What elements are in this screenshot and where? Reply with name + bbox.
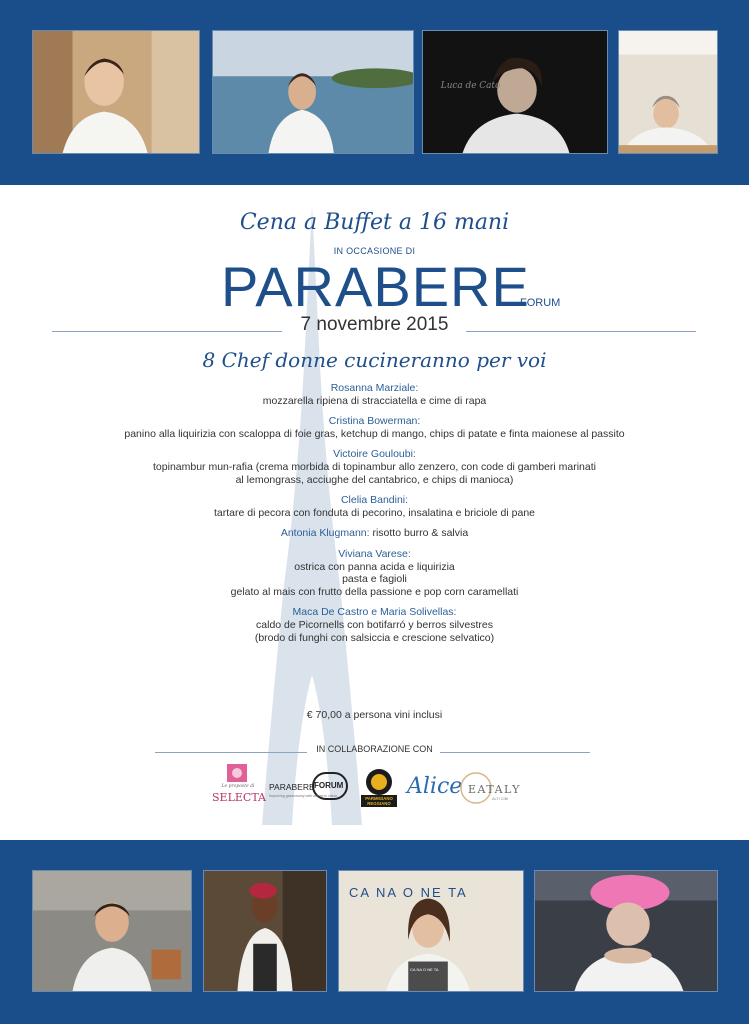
dish-line: risotto burro & salvia	[372, 527, 469, 540]
chef-name: Antonia Klugmann:	[280, 527, 370, 540]
parabere-title: PARABERE	[221, 255, 530, 318]
chef-photo-top-4	[618, 30, 718, 154]
apron-text: CA NA O NE TA	[410, 967, 439, 972]
dish-line: pasta e fagioli	[342, 573, 407, 586]
chef-name: Viviana Varese:	[338, 547, 411, 560]
chef-name: Clelia Bandini:	[340, 494, 409, 507]
selecta-text: SELECTA	[212, 791, 266, 804]
price-text: € 70,00 a persona vini inclusi	[306, 709, 443, 721]
alice-logo	[405, 772, 463, 806]
menu-item	[60, 494, 689, 519]
chef-photo-top-1	[32, 30, 200, 154]
forum-logo-text: FORUM	[314, 781, 344, 790]
eataly-logo	[458, 770, 530, 806]
dish-line: tartare di pecora con fonduta di pecorino, insalatina e briciole di pane	[213, 506, 536, 519]
sign-text: CA NA O NE TA	[349, 885, 468, 900]
chefs-title: 8 Chef donne cucineranno per voi	[202, 348, 547, 372]
parabere-logo-text: PARABERE	[269, 782, 315, 792]
chef-photo-top-3	[422, 30, 608, 154]
menu-item	[60, 527, 689, 540]
parmigiano-line2: REGGIANO	[367, 801, 391, 806]
alice-text: Alice	[407, 774, 463, 799]
dish-line: mozzarella ripiena di stracciatella e cime di rapa	[262, 394, 487, 407]
parmigiano-reggiano-logo	[360, 768, 398, 808]
menu-list	[60, 382, 689, 652]
forum-tagline: Improving gastronomy with women's vision	[269, 794, 338, 798]
parabere-forum-logo	[268, 770, 352, 804]
occasion-label: IN OCCASIONE DI	[333, 246, 416, 256]
forum-suffix: FORUM	[520, 297, 561, 309]
chef-photo-top-2	[212, 30, 414, 154]
menu-item	[60, 382, 689, 407]
svg-text:Luca de Cato: Luca de Cato	[440, 81, 501, 92]
dish-line: ostrica con panna acida e liquirizia	[294, 560, 455, 573]
chef-photo-bottom-1	[32, 870, 192, 992]
chef-photo-bottom-4	[534, 870, 718, 992]
eataly-subtext: ALTI CIBI	[492, 797, 509, 801]
chef-name: Victoire Gouloubi:	[333, 448, 416, 461]
chef-photo-bottom-3	[338, 870, 524, 992]
selecta-small-text: Le proposte di	[221, 784, 255, 789]
collaboration-label: IN COLLABORAZIONE CON	[316, 744, 433, 754]
menu-item	[60, 415, 689, 440]
menu-item	[60, 606, 689, 644]
chef-name: Maca De Castro e Maria Solivellas:	[292, 606, 457, 619]
chef-name: Rosanna Marziale:	[330, 382, 419, 394]
dish-line: topinambur mun-rafia (crema morbida di topinambur allo zenzero, con code di gamberi marinati	[153, 460, 596, 473]
chef-photo-bottom-2	[203, 870, 327, 992]
eataly-text: EATALY	[468, 783, 521, 796]
selecta-logo	[212, 764, 264, 808]
dish-line: panino alla liquirizia con scaloppa di foie gras, ketchup di mango, chips di patate e finta maionese al passito	[124, 427, 625, 440]
dish-line: caldo de Picornells con botifarró y berros silvestres	[256, 618, 493, 631]
parmigiano-line1: PARMIGIANO	[365, 796, 393, 801]
menu-item	[60, 548, 689, 598]
event-date: 7 novembre 2015	[300, 314, 449, 335]
menu-item	[60, 448, 689, 486]
chef-name: Cristina Bowerman:	[328, 415, 421, 428]
buffet-title: Cena a Buffet a 16 mani	[239, 210, 510, 235]
dish-line: gelato al mais con frutto della passione e pop corn caramellati	[230, 585, 519, 598]
dish-line: al lemongrass, acciughe del cantabrico, e chips di manioca)	[235, 473, 514, 486]
dish-line: (brodo di funghi con salsiccia e crescione selvatico)	[254, 631, 495, 644]
